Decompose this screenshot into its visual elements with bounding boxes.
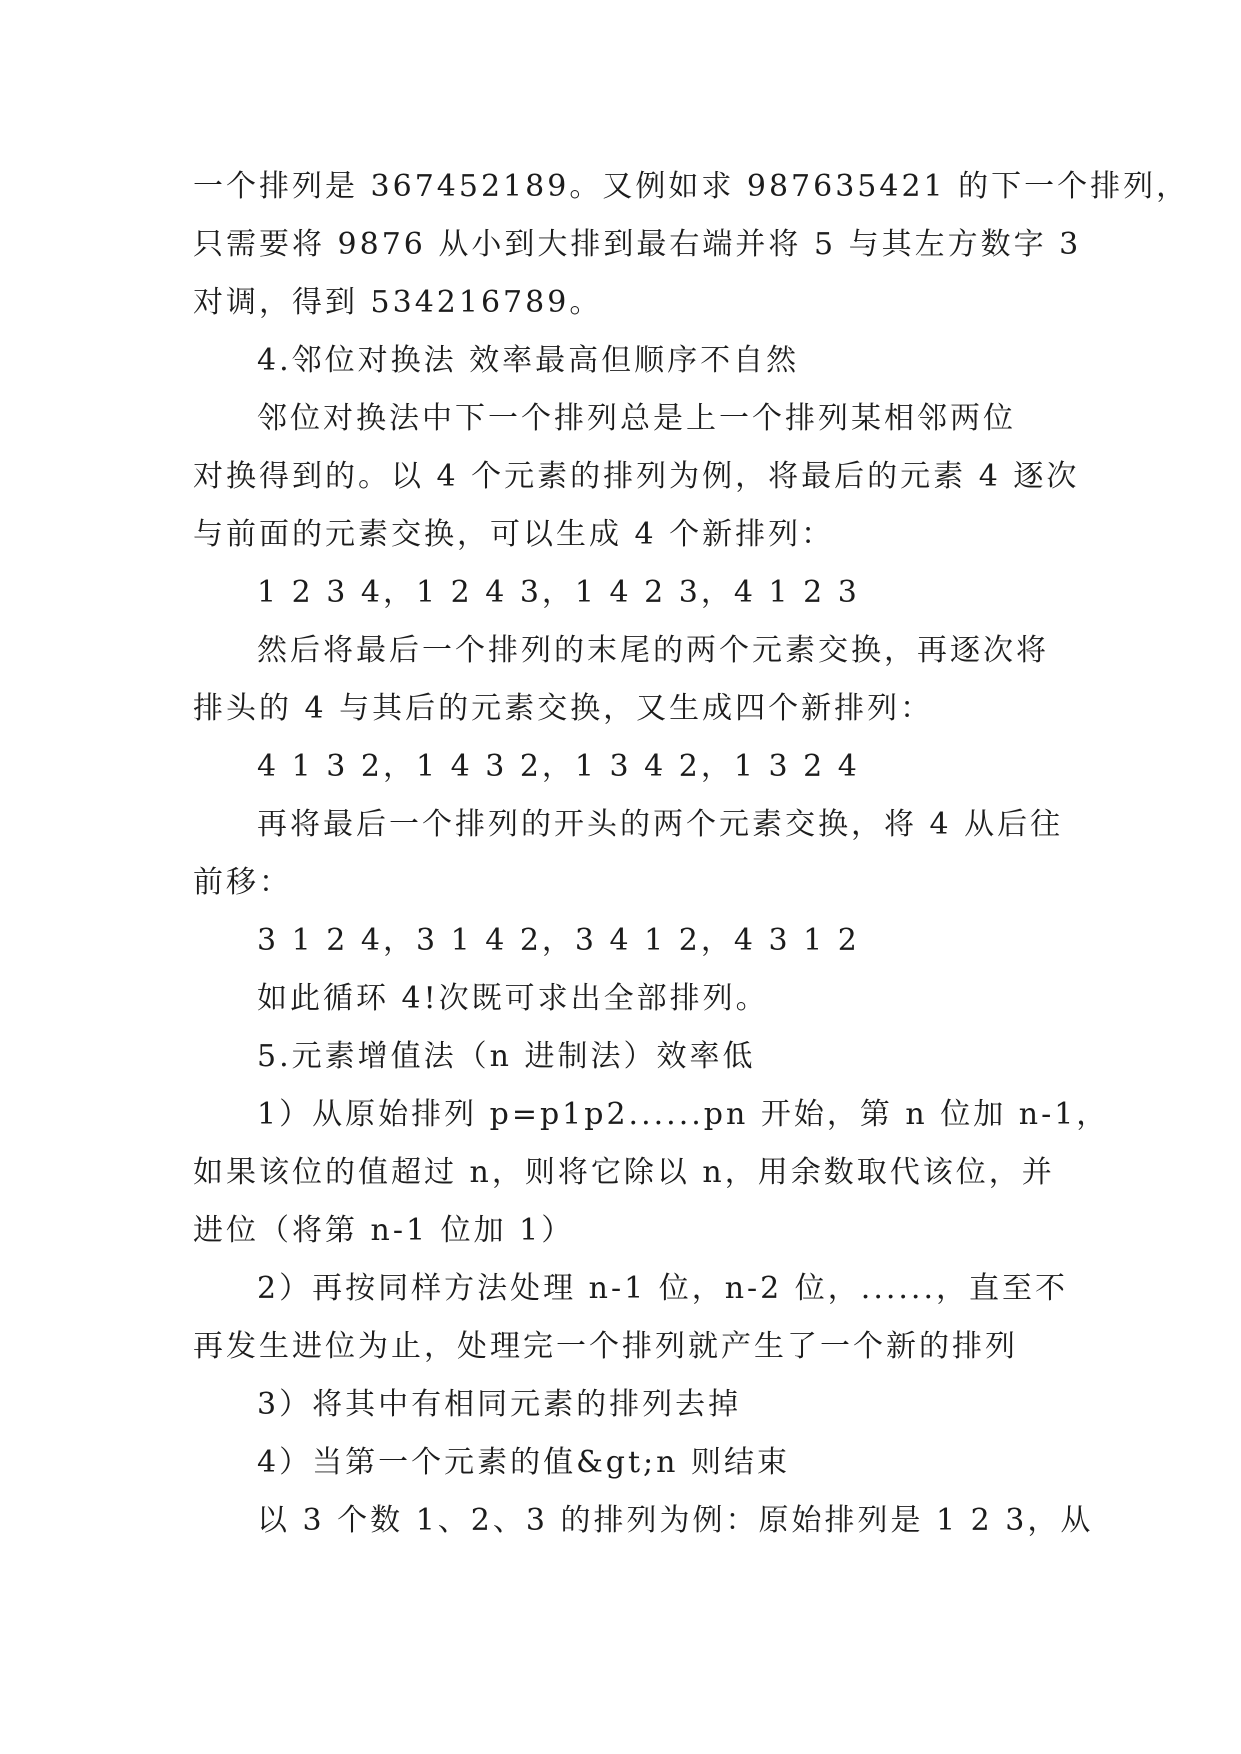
- text-line: 一个排列是 367452189。又例如求 987635421 的下一个排列，: [193, 169, 1190, 204]
- sequence-line: 3 1 2 4，3 1 4 2，3 4 1 2，4 3 1 2: [257, 923, 860, 958]
- section-heading: 5.元素增值法（n 进制法）效率低: [257, 1039, 756, 1074]
- text-line: 进位（将第 n-1 位加 1）: [193, 1213, 575, 1248]
- text-line: 4）当第一个元素的值&gt;n 则结束: [257, 1445, 791, 1480]
- text-line: 然后将最后一个排列的末尾的两个元素交换，再逐次将: [257, 633, 1049, 668]
- text-line: 如果该位的值超过 n，则将它除以 n，用余数取代该位，并: [193, 1155, 1055, 1190]
- text-line: 以 3 个数 1、2、3 的排列为例：原始排列是 1 2 3，从: [257, 1503, 1094, 1538]
- text-line: 2）再按同样方法处理 n-1 位，n-2 位，......，直至不: [257, 1271, 1069, 1306]
- text-line: 再将最后一个排列的开头的两个元素交换，将 4 从后往: [257, 807, 1064, 842]
- section-heading: 4.邻位对换法 效率最高但顺序不自然: [257, 343, 800, 378]
- sequence-line: 4 1 3 2，1 4 3 2，1 3 4 2，1 3 2 4: [257, 749, 860, 784]
- text-line: 1）从原始排列 p=p1p2......pn 开始，第 n 位加 n-1，: [257, 1097, 1110, 1132]
- text-line: 再发生进位为止，处理完一个排列就产生了一个新的排列: [193, 1329, 1018, 1364]
- text-line: 前移：: [193, 865, 292, 900]
- text-line: 只需要将 9876 从小到大排到最右端并将 5 与其左方数字 3: [193, 227, 1082, 262]
- text-line: 3）将其中有相同元素的排列去掉: [257, 1387, 742, 1422]
- text-line: 对换得到的。以 4 个元素的排列为例，将最后的元素 4 逐次: [193, 459, 1080, 494]
- text-line: 邻位对换法中下一个排列总是上一个排列某相邻两位: [257, 401, 1016, 436]
- text-line: 如此循环 4!次既可求出全部排列。: [257, 981, 769, 1016]
- sequence-line: 1 2 3 4，1 2 4 3，1 4 2 3，4 1 2 3: [257, 575, 860, 610]
- text-line: 对调，得到 534216789。: [193, 285, 603, 320]
- text-line: 排头的 4 与其后的元素交换，又生成四个新排列：: [193, 691, 934, 726]
- text-line: 与前面的元素交换，可以生成 4 个新排列：: [193, 517, 835, 552]
